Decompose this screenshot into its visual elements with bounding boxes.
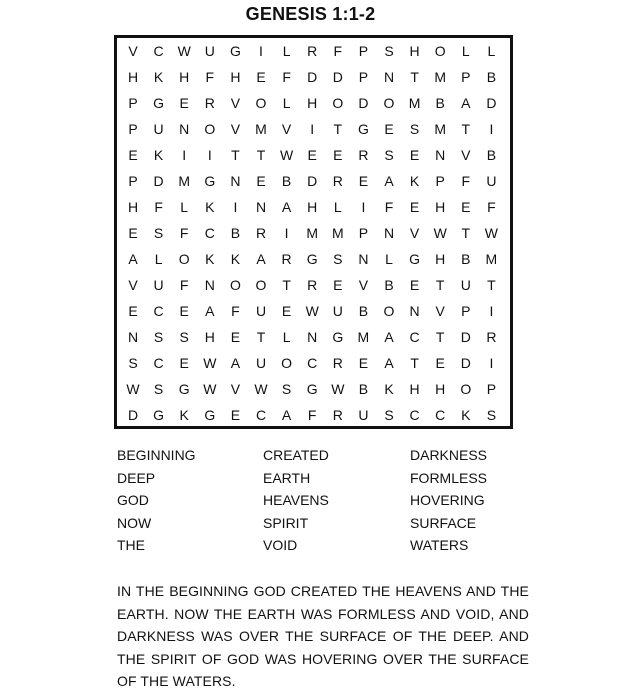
grid-letter[interactable]: C	[409, 407, 420, 423]
grid-letter[interactable]: F	[487, 199, 496, 215]
grid-letter[interactable]: R	[358, 147, 369, 163]
grid-letter[interactable]: D	[153, 173, 164, 189]
grid-letter[interactable]: W	[433, 225, 447, 241]
grid-letter[interactable]: N	[307, 329, 318, 345]
grid-letter[interactable]: G	[306, 381, 318, 397]
grid-letter[interactable]: P	[128, 95, 138, 111]
grid-letter[interactable]: D	[127, 407, 139, 423]
grid-letter[interactable]: U	[460, 277, 471, 293]
grid-letter[interactable]: N	[409, 303, 420, 319]
grid-row	[117, 64, 510, 90]
grid-letter[interactable]: O	[460, 381, 472, 397]
grid-letter[interactable]: I	[207, 147, 212, 163]
grid-letter[interactable]: A	[461, 95, 471, 111]
grid-letter[interactable]: U	[255, 303, 267, 319]
grid-letter[interactable]: I	[182, 147, 187, 163]
grid-letter[interactable]: A	[230, 355, 241, 371]
grid-letter[interactable]: C	[153, 43, 164, 59]
grid-letter[interactable]: G	[204, 173, 216, 189]
grid-letter[interactable]: B	[230, 225, 241, 241]
grid-letter[interactable]: K	[205, 199, 215, 215]
grid-letter[interactable]: E	[179, 95, 189, 111]
word-list-item: SURFACE	[410, 514, 477, 531]
word-search-grid[interactable]	[114, 35, 513, 429]
grid-letter[interactable]: F	[205, 69, 215, 85]
grid-letter[interactable]: P	[486, 381, 497, 397]
grid-letter[interactable]: M	[357, 329, 370, 345]
grid-letter[interactable]: H	[127, 69, 139, 85]
grid-letter[interactable]: B	[435, 95, 445, 111]
grid-letter[interactable]: R	[486, 329, 497, 345]
grid-letter[interactable]: I	[233, 199, 238, 215]
grid-letter[interactable]: G	[306, 251, 318, 267]
grid-letter[interactable]: P	[358, 225, 369, 241]
grid-letter[interactable]: H	[409, 43, 420, 59]
grid-letter[interactable]: H	[435, 251, 446, 267]
grid-letter[interactable]: W	[203, 355, 217, 371]
grid-letter[interactable]: M	[434, 121, 447, 137]
grid-letter[interactable]: F	[461, 173, 471, 189]
grid-letter[interactable]: L	[180, 199, 189, 215]
grid-letter[interactable]: A	[256, 251, 266, 267]
grid-row	[117, 142, 510, 168]
grid-letter[interactable]: E	[256, 173, 266, 189]
grid-letter[interactable]: A	[384, 173, 394, 189]
grid-row	[117, 194, 510, 220]
grid-letter[interactable]: G	[357, 121, 369, 137]
grid-letter[interactable]: V	[409, 225, 420, 241]
grid-letter[interactable]: T	[231, 147, 240, 163]
grid-letter[interactable]: L	[282, 43, 291, 59]
grid-letter[interactable]: T	[461, 225, 471, 241]
grid-letter[interactable]: L	[487, 43, 496, 59]
grid-letter[interactable]: N	[383, 69, 395, 85]
grid-letter[interactable]: M	[331, 225, 344, 241]
grid-letter[interactable]: A	[384, 355, 394, 371]
grid-letter[interactable]: S	[409, 121, 420, 137]
grid-letter[interactable]: E	[230, 407, 241, 423]
grid-letter[interactable]: F	[231, 303, 240, 319]
grid-letter[interactable]: R	[332, 355, 343, 371]
grid-letter[interactable]: R	[255, 225, 267, 241]
grid-letter[interactable]: M	[485, 251, 498, 267]
grid-row	[117, 298, 510, 324]
grid-letter[interactable]: H	[179, 69, 190, 85]
grid-letter[interactable]: E	[281, 303, 292, 319]
grid-letter[interactable]: E	[358, 173, 369, 189]
grid-letter[interactable]: P	[128, 173, 138, 189]
grid-letter[interactable]: R	[332, 173, 343, 189]
grid-letter[interactable]: E	[179, 355, 189, 371]
grid-letter[interactable]: I	[361, 199, 366, 215]
grid-letter[interactable]: U	[358, 407, 369, 423]
grid-letter[interactable]: C	[255, 407, 267, 423]
grid-letter[interactable]: E	[128, 225, 138, 241]
grid-letter[interactable]: H	[307, 95, 318, 111]
grid-letter[interactable]: B	[358, 381, 369, 397]
grid-letter[interactable]: D	[358, 95, 369, 111]
grid-letter[interactable]: G	[178, 381, 190, 397]
scripture-passage: IN THE BEGINNING GOD CREATED THE HEAVENS AND THE EARTH. NOW THE EARTH WAS FORMLESS AND VOID, AND DARKNESS WAS OVER THE SURFACE OF THE DEEP. AND THE SPIRIT OF GOD WAS HOVERING OVER THE SURFACE OF THE WATERS.	[117, 583, 529, 689]
grid-letter[interactable]: I	[310, 121, 315, 137]
grid-letter[interactable]: G	[204, 407, 216, 423]
grid-letter[interactable]: B	[461, 251, 471, 267]
grid-row	[117, 272, 510, 298]
grid-letter[interactable]: O	[383, 95, 395, 111]
word-list-item: NOW	[117, 514, 152, 531]
grid-letter[interactable]: V	[230, 121, 241, 137]
word-list-item: CREATED	[263, 447, 329, 463]
grid-letter[interactable]: K	[153, 147, 164, 163]
word-list-item: DARKNESS	[410, 447, 488, 463]
grid-row	[117, 324, 510, 350]
grid-row	[117, 38, 510, 64]
grid-letter[interactable]: H	[204, 329, 215, 345]
word-list-item: THE	[117, 537, 145, 553]
grid-letter[interactable]: F	[307, 407, 317, 423]
grid-letter[interactable]: N	[255, 199, 267, 215]
grid-letter[interactable]: C	[153, 303, 164, 319]
grid-letter[interactable]: L	[282, 329, 291, 345]
grid-letter[interactable]: L	[385, 251, 393, 267]
grid-letter[interactable]: H	[435, 381, 446, 397]
grid-letter[interactable]: U	[255, 355, 267, 371]
grid-letter[interactable]: U	[204, 43, 215, 59]
grid-letter[interactable]: R	[332, 407, 343, 423]
grid-letter[interactable]: B	[486, 69, 497, 85]
grid-letter[interactable]: O	[332, 95, 344, 111]
grid-letter[interactable]: P	[128, 121, 138, 137]
grid-letter[interactable]: E	[409, 199, 420, 215]
grid-letter[interactable]: K	[153, 69, 164, 85]
grid-letter[interactable]: L	[282, 95, 291, 111]
grid-letter[interactable]: D	[307, 173, 318, 189]
grid-letter[interactable]: S	[281, 381, 292, 397]
word-list-item: FORMLESS	[410, 469, 488, 486]
grid-letter[interactable]: S	[486, 407, 497, 423]
grid-row	[117, 246, 510, 272]
grid-letter[interactable]: F	[282, 69, 291, 85]
grid-letter[interactable]: N	[127, 329, 139, 345]
grid-letter[interactable]: K	[179, 407, 189, 423]
grid-letter[interactable]: D	[486, 95, 497, 111]
grid-letter[interactable]: T	[256, 329, 266, 345]
grid-letter[interactable]: R	[204, 95, 215, 111]
word-list-item: WATERS	[410, 537, 469, 553]
word-list-item: BEGINNING	[117, 447, 196, 463]
grid-letter[interactable]: B	[486, 147, 497, 163]
grid-letter[interactable]: N	[179, 121, 190, 137]
grid-letter[interactable]: C	[435, 407, 446, 423]
grid-letter[interactable]: O	[229, 277, 241, 293]
grid-letter[interactable]: T	[410, 69, 419, 85]
grid-letter[interactable]: A	[205, 303, 215, 319]
grid-letter[interactable]: E	[128, 303, 138, 319]
grid-letter[interactable]: R	[307, 43, 318, 59]
grid-letter[interactable]: E	[128, 147, 138, 163]
grid-letter[interactable]: M	[408, 95, 421, 111]
word-list-item: EARTH	[263, 469, 311, 486]
grid-letter[interactable]: M	[178, 173, 191, 189]
grid-letter[interactable]: K	[461, 407, 471, 423]
grid-letter[interactable]: P	[461, 303, 471, 319]
grid-row	[117, 116, 510, 142]
grid-letter[interactable]: E	[358, 355, 369, 371]
grid-row	[117, 350, 510, 376]
grid-letter[interactable]: S	[153, 329, 164, 345]
grid-letter[interactable]: F	[333, 43, 343, 59]
grid-letter[interactable]: W	[484, 225, 498, 241]
grid-letter[interactable]: G	[229, 43, 241, 59]
grid-letter[interactable]: G	[153, 95, 165, 111]
grid-letter[interactable]: O	[255, 95, 267, 111]
word-list-item: HOVERING	[410, 492, 485, 508]
grid-letter[interactable]: I	[489, 355, 494, 371]
grid-letter[interactable]: W	[254, 381, 268, 397]
grid-letter[interactable]: H	[409, 381, 420, 397]
grid-letter[interactable]: K	[409, 173, 420, 189]
grid-letter[interactable]: F	[384, 199, 394, 215]
grid-letter[interactable]: T	[282, 277, 291, 293]
grid-letter[interactable]: P	[461, 69, 471, 85]
grid-letter[interactable]: N	[230, 173, 241, 189]
grid-letter[interactable]: N	[204, 277, 215, 293]
grid-letter[interactable]: S	[179, 329, 189, 345]
grid-letter[interactable]: S	[333, 251, 343, 267]
grid-letter[interactable]: E	[230, 329, 241, 345]
grid-letter[interactable]: D	[307, 69, 318, 85]
grid-letter[interactable]: V	[128, 43, 138, 59]
grid-letter[interactable]: V	[230, 95, 241, 111]
grid-letter[interactable]: P	[435, 173, 445, 189]
grid-letter[interactable]: H	[307, 199, 318, 215]
grid-letter[interactable]: V	[230, 381, 241, 397]
grid-letter[interactable]: A	[384, 329, 394, 345]
grid-row	[117, 220, 510, 246]
grid-letter[interactable]: T	[256, 147, 266, 163]
grid-letter[interactable]: S	[153, 225, 164, 241]
grid-letter[interactable]: C	[204, 225, 215, 241]
grid-letter[interactable]: L	[333, 199, 342, 215]
grid-letter[interactable]: R	[281, 251, 292, 267]
grid-letter[interactable]: T	[435, 277, 445, 293]
grid-letter[interactable]: O	[434, 43, 446, 59]
grid-letter[interactable]: I	[284, 225, 289, 241]
grid-letter[interactable]: P	[358, 69, 369, 85]
grid-letter[interactable]: C	[409, 329, 420, 345]
grid-letter[interactable]: V	[128, 277, 138, 293]
grid-letter[interactable]: F	[154, 199, 163, 215]
grid-letter[interactable]: V	[358, 277, 369, 293]
word-list-item: DEEP	[117, 469, 156, 486]
grid-letter[interactable]: M	[434, 69, 447, 85]
grid-letter[interactable]: S	[384, 407, 394, 423]
grid-letter[interactable]: S	[384, 147, 394, 163]
grid-letter[interactable]: E	[384, 121, 394, 137]
grid-letter[interactable]: R	[307, 277, 318, 293]
grid-letter[interactable]: V	[435, 303, 445, 319]
grid-letter[interactable]: I	[489, 303, 494, 319]
grid-letter[interactable]: D	[460, 329, 471, 345]
grid-letter[interactable]: E	[409, 277, 420, 293]
grid-letter[interactable]: E	[435, 355, 445, 371]
grid-letter[interactable]: I	[489, 121, 494, 137]
grid-letter[interactable]: T	[333, 121, 343, 137]
grid-letter[interactable]: N	[358, 251, 369, 267]
word-list	[117, 446, 517, 561]
grid-letter[interactable]: H	[230, 69, 241, 85]
grid-letter[interactable]: E	[179, 303, 189, 319]
grid-letter[interactable]: W	[305, 303, 319, 319]
grid-letter[interactable]: O	[178, 251, 190, 267]
grid-letter[interactable]: K	[230, 251, 241, 267]
grid-letter[interactable]: A	[281, 199, 292, 215]
grid-letter[interactable]: S	[128, 355, 138, 371]
grid-letter[interactable]: U	[153, 277, 164, 293]
grid-letter[interactable]: U	[332, 303, 343, 319]
grid-letter[interactable]: E	[461, 199, 471, 215]
grid-letter[interactable]: M	[306, 225, 319, 241]
grid-letter[interactable]: O	[383, 303, 395, 319]
word-list-item: GOD	[117, 492, 149, 508]
grid-letter[interactable]: I	[259, 43, 263, 59]
grid-letter[interactable]: E	[307, 147, 317, 163]
grid-letter[interactable]: H	[435, 199, 446, 215]
grid-letter[interactable]: U	[153, 121, 164, 137]
grid-letter[interactable]: G	[153, 407, 165, 423]
grid-letter[interactable]: T	[435, 329, 445, 345]
grid-letter[interactable]: C	[153, 355, 164, 371]
grid-letter[interactable]: D	[332, 69, 343, 85]
grid-letter[interactable]: F	[179, 277, 189, 293]
grid-letter[interactable]: V	[461, 147, 471, 163]
puzzle-title: GENESIS 1:1-2	[245, 4, 376, 24]
grid-letter[interactable]: N	[383, 225, 395, 241]
grid-letter[interactable]: W	[331, 381, 345, 397]
grid-row	[117, 90, 510, 116]
grid-letter[interactable]: A	[281, 407, 292, 423]
grid-letter[interactable]: O	[204, 121, 216, 137]
grid-letter[interactable]: N	[435, 147, 446, 163]
word-list-item: VOID	[263, 537, 298, 553]
grid-letter[interactable]: H	[127, 199, 139, 215]
grid-letter[interactable]: C	[307, 355, 318, 371]
grid-letter[interactable]: W	[177, 43, 191, 59]
grid-letter[interactable]: B	[358, 303, 369, 319]
grid-letter[interactable]: B	[384, 277, 394, 293]
grid-letter[interactable]: L	[154, 251, 163, 267]
grid-letter[interactable]: W	[126, 381, 140, 397]
grid-letter[interactable]: U	[486, 173, 497, 189]
grid-row	[117, 402, 510, 428]
grid-letter[interactable]: G	[332, 329, 344, 345]
grid-letter[interactable]: M	[255, 121, 267, 137]
grid-letter[interactable]: D	[460, 355, 471, 371]
grid-letter[interactable]: B	[281, 173, 292, 189]
grid-letter[interactable]: S	[384, 43, 394, 59]
grid-letter[interactable]: E	[333, 277, 343, 293]
grid-letter[interactable]: T	[461, 121, 471, 137]
grid-letter[interactable]: K	[205, 251, 215, 267]
grid-letter[interactable]: W	[279, 147, 294, 163]
grid-letter[interactable]: E	[333, 147, 343, 163]
grid-letter[interactable]: P	[358, 43, 369, 59]
grid-letter[interactable]: W	[203, 381, 217, 397]
grid-letter[interactable]: S	[153, 381, 164, 397]
grid-letter[interactable]: F	[179, 225, 189, 241]
grid-letter[interactable]: E	[256, 69, 266, 85]
grid-letter[interactable]: E	[409, 147, 420, 163]
grid-letter[interactable]: O	[255, 277, 267, 293]
grid-row	[117, 376, 510, 402]
grid-row	[117, 168, 510, 194]
grid-letter[interactable]: A	[128, 251, 138, 267]
word-list-item: SPIRIT	[263, 514, 309, 531]
grid-letter[interactable]: G	[409, 251, 421, 267]
grid-letter[interactable]: T	[487, 277, 496, 293]
grid-letter[interactable]: V	[281, 121, 292, 137]
grid-letter[interactable]: T	[410, 355, 419, 371]
grid-letter[interactable]: O	[281, 355, 293, 371]
word-list-item: HEAVENS	[263, 492, 329, 508]
grid-letter[interactable]: L	[461, 43, 470, 59]
grid-letter[interactable]: K	[384, 381, 394, 397]
